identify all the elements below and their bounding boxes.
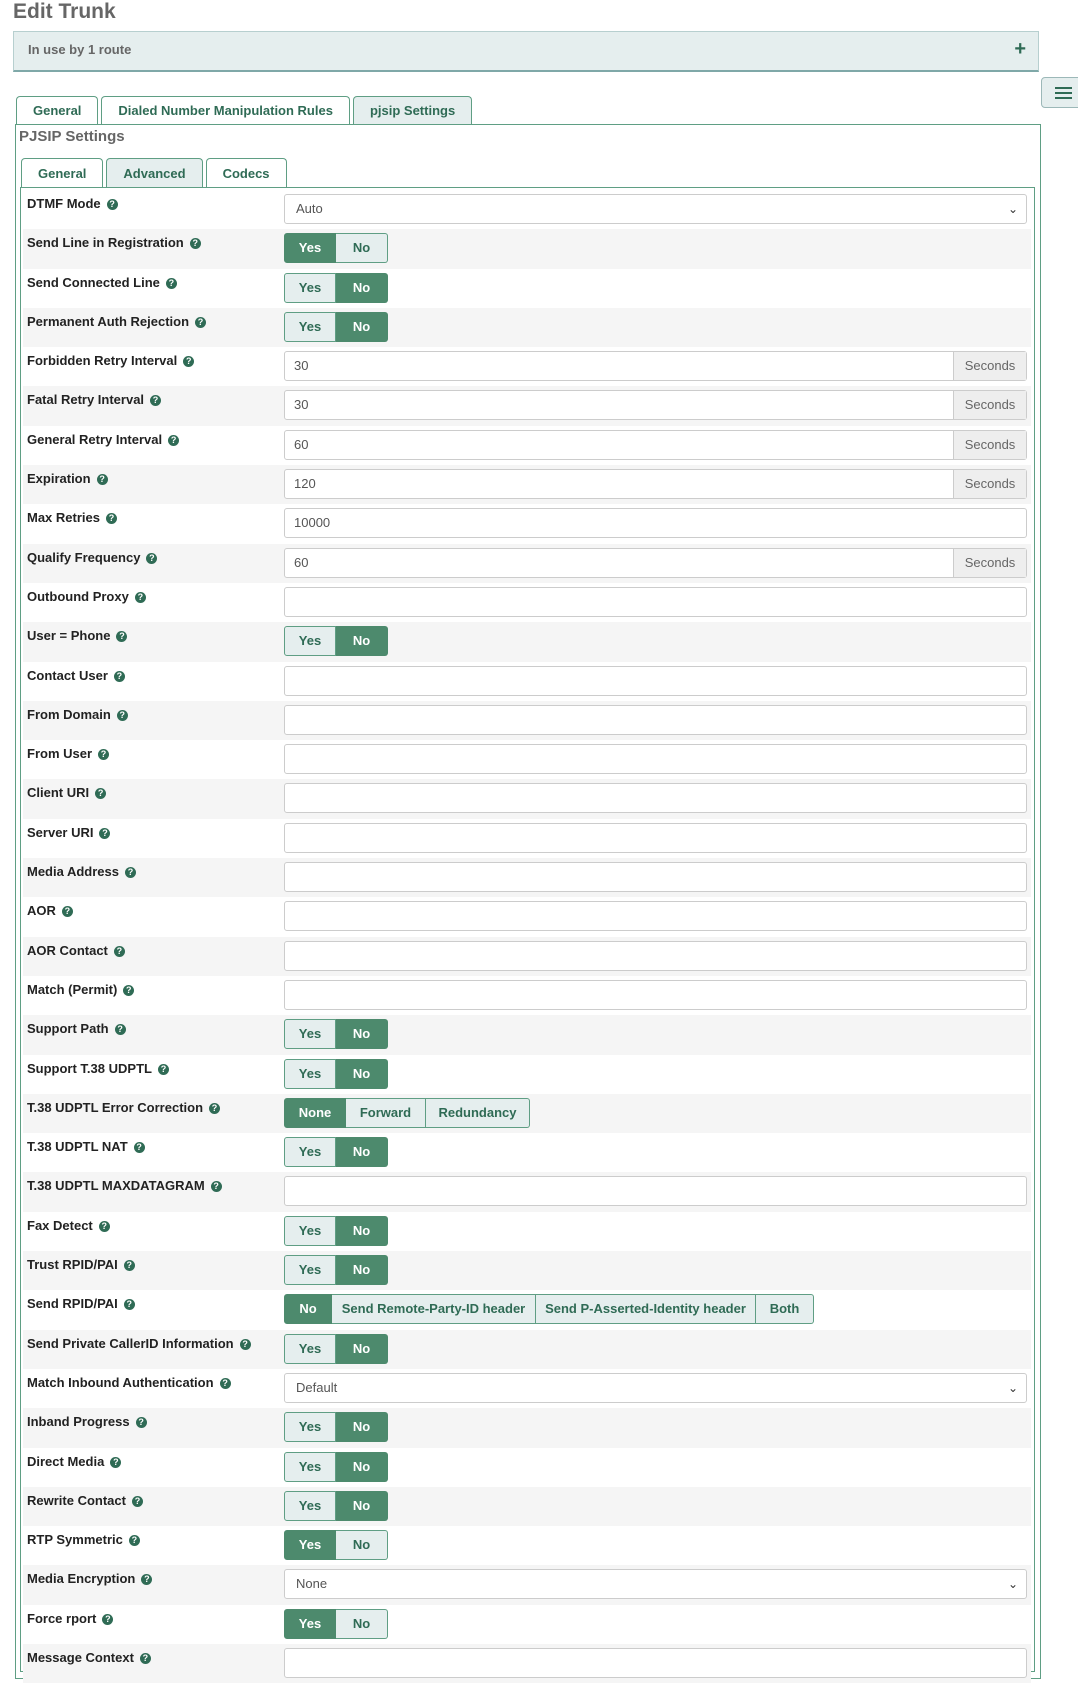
field-label bbox=[27, 550, 157, 565]
subtab-advanced[interactable]: Advanced bbox=[106, 158, 202, 187]
support-path-toggle bbox=[284, 1019, 388, 1049]
match-permit-input[interactable] bbox=[284, 980, 1027, 1010]
field-label-text: From Domain bbox=[27, 706, 111, 722]
form-row-contact-user bbox=[23, 662, 1031, 701]
panel-title: PJSIP Settings bbox=[19, 128, 125, 145]
t-38-udptl-nat-option-no[interactable]: No bbox=[336, 1137, 388, 1167]
select-value: None bbox=[296, 1576, 328, 1592]
field-label-text: DTMF Mode bbox=[27, 196, 101, 211]
fax-detect-option-no[interactable]: No bbox=[336, 1216, 388, 1246]
help-icon[interactable]: ? bbox=[146, 553, 157, 564]
field-label bbox=[27, 785, 106, 800]
field-label-text: Media Address bbox=[27, 864, 119, 880]
permanent-auth-rejection-option-no[interactable]: No bbox=[336, 312, 388, 342]
t-38-udptl-error-correction-option-none[interactable]: None bbox=[284, 1098, 346, 1128]
field-label-text: Client URI bbox=[27, 785, 90, 801]
form-row-t-38-udptl-nat bbox=[23, 1133, 1031, 1172]
media-encryption-select[interactable] bbox=[284, 1569, 1027, 1599]
match-inbound-authentication-select[interactable] bbox=[284, 1373, 1027, 1403]
help-icon[interactable]: ? bbox=[129, 1535, 140, 1546]
help-icon[interactable]: ? bbox=[99, 828, 110, 839]
support-t-38-udptl-option-no[interactable]: No bbox=[336, 1059, 388, 1089]
forbidden-retry-interval-input[interactable]: 30 bbox=[294, 358, 309, 374]
form-row-server-uri bbox=[23, 819, 1031, 858]
field-label bbox=[27, 314, 206, 329]
trust-rpid-pai-option-no[interactable]: No bbox=[336, 1255, 388, 1285]
help-icon[interactable]: ? bbox=[62, 906, 73, 917]
general-retry-interval-input[interactable]: 60 bbox=[294, 436, 309, 452]
field-label-text: Send Private CallerID Information bbox=[27, 1335, 234, 1351]
help-icon[interactable]: ? bbox=[106, 513, 117, 524]
help-icon[interactable]: ? bbox=[190, 238, 201, 249]
unit-addon: Seconds bbox=[953, 431, 1026, 459]
list-icon bbox=[1055, 87, 1072, 101]
field-label bbox=[27, 510, 117, 525]
in-use-panel[interactable] bbox=[13, 31, 1039, 72]
form-row-t-38-udptl-maxdatagram bbox=[23, 1172, 1031, 1211]
form-row-send-connected-line bbox=[23, 269, 1031, 308]
rewrite-contact-option-yes[interactable]: Yes bbox=[284, 1491, 336, 1521]
max-retries-input[interactable]: 10000 bbox=[284, 508, 1027, 538]
field-label bbox=[27, 589, 146, 604]
user-phone-option-no[interactable]: No bbox=[336, 626, 388, 656]
help-icon[interactable]: ? bbox=[141, 1574, 152, 1585]
rtp-symmetric-option-no[interactable]: No bbox=[336, 1530, 388, 1560]
help-icon[interactable]: ? bbox=[132, 1496, 143, 1507]
field-label-text: Message Context bbox=[27, 1649, 134, 1665]
force-rport-toggle bbox=[284, 1609, 388, 1639]
trust-rpid-pai-option-yes[interactable]: Yes bbox=[284, 1255, 336, 1285]
help-icon[interactable]: ? bbox=[195, 317, 206, 328]
send-rpid-pai-option-send-p-asserted-identity-header[interactable]: Send P-Asserted-Identity header bbox=[536, 1294, 756, 1324]
qualify-frequency-input-group bbox=[284, 548, 1027, 578]
qualify-frequency-input[interactable]: 60 bbox=[294, 554, 309, 570]
help-icon[interactable]: ? bbox=[117, 710, 128, 721]
form-row-dtmf-mode bbox=[23, 190, 1031, 229]
field-label-text: Fatal Retry Interval bbox=[27, 392, 145, 408]
field-label-text: Contact User bbox=[27, 667, 108, 683]
form-row-force-rport bbox=[23, 1605, 1031, 1644]
send-private-callerid-information-option-no[interactable]: No bbox=[336, 1334, 388, 1364]
user-phone-toggle bbox=[284, 626, 388, 656]
page-title: Edit Trunk bbox=[13, 0, 116, 23]
field-label bbox=[27, 825, 110, 840]
field-label bbox=[27, 1532, 140, 1547]
outbound-proxy-input[interactable] bbox=[284, 587, 1027, 617]
field-label-text: Permanent Auth Rejection bbox=[27, 313, 190, 329]
help-icon[interactable]: ? bbox=[135, 592, 146, 603]
field-label-text: T.38 UDPTL NAT bbox=[27, 1139, 128, 1155]
support-t-38-udptl-toggle bbox=[284, 1059, 388, 1089]
unit-addon: Seconds bbox=[953, 549, 1026, 577]
form-row-match-permit bbox=[23, 976, 1031, 1015]
unit-addon: Seconds bbox=[953, 352, 1026, 380]
rtp-symmetric-toggle bbox=[284, 1530, 388, 1560]
field-label-text: Forbidden Retry Interval bbox=[27, 353, 178, 369]
help-icon[interactable]: ? bbox=[209, 1103, 220, 1114]
select-value: Default bbox=[296, 1379, 338, 1395]
field-label bbox=[27, 471, 108, 486]
t-38-udptl-error-correction-option-forward[interactable]: Forward bbox=[346, 1098, 426, 1128]
media-address-input[interactable] bbox=[284, 862, 1027, 892]
help-icon[interactable]: ? bbox=[168, 435, 179, 446]
form-row-from-domain bbox=[23, 701, 1031, 740]
form-row-direct-media bbox=[23, 1448, 1031, 1487]
field-label bbox=[27, 668, 125, 683]
help-icon[interactable]: ? bbox=[134, 1142, 145, 1153]
form-row-message-context bbox=[23, 1644, 1031, 1683]
field-label-text: Fax Detect bbox=[27, 1217, 93, 1233]
field-label bbox=[27, 1257, 135, 1272]
field-label-text: Inband Progress bbox=[27, 1414, 130, 1430]
help-icon[interactable]: ? bbox=[123, 985, 134, 996]
form-row-t-38-udptl-error-correction bbox=[23, 1094, 1031, 1133]
help-icon[interactable]: ? bbox=[107, 199, 118, 210]
help-icon[interactable]: ? bbox=[220, 1378, 231, 1389]
t-38-udptl-nat-toggle bbox=[284, 1137, 388, 1167]
expand-plus-icon[interactable]: + bbox=[1014, 38, 1026, 60]
permanent-auth-rejection-option-yes[interactable]: Yes bbox=[284, 312, 336, 342]
help-icon[interactable]: ? bbox=[97, 474, 108, 485]
field-label bbox=[27, 864, 136, 879]
help-icon[interactable]: ? bbox=[115, 1024, 126, 1035]
form-row-match-inbound-authentication bbox=[23, 1369, 1031, 1408]
field-label-text: AOR Contact bbox=[27, 942, 108, 958]
field-label bbox=[27, 1100, 220, 1115]
field-label bbox=[27, 746, 109, 761]
send-line-in-registration-toggle bbox=[284, 233, 388, 263]
send-private-callerid-information-option-yes[interactable]: Yes bbox=[284, 1334, 336, 1364]
send-rpid-pai-option-send-remote-party-id-header[interactable]: Send Remote-Party-ID header bbox=[332, 1294, 536, 1324]
field-label-text: From User bbox=[27, 746, 93, 762]
form-row-from-user bbox=[23, 740, 1031, 779]
help-icon[interactable]: ? bbox=[98, 749, 109, 760]
unit-addon: Seconds bbox=[953, 391, 1026, 419]
help-icon[interactable]: ? bbox=[150, 395, 161, 406]
from-domain-input[interactable] bbox=[284, 705, 1027, 735]
field-label bbox=[27, 392, 161, 407]
field-label bbox=[27, 628, 127, 643]
field-label-text: Rewrite Contact bbox=[27, 1492, 126, 1508]
field-label-text: General Retry Interval bbox=[27, 431, 163, 447]
direct-media-option-no[interactable]: No bbox=[336, 1452, 388, 1482]
help-icon[interactable]: ? bbox=[166, 278, 177, 289]
field-label bbox=[27, 943, 125, 958]
field-label bbox=[27, 1061, 169, 1076]
permanent-auth-rejection-toggle bbox=[284, 312, 388, 342]
help-icon[interactable]: ? bbox=[114, 671, 125, 682]
field-label-text: Max Retries bbox=[27, 510, 100, 526]
field-label bbox=[27, 1178, 222, 1193]
help-icon[interactable]: ? bbox=[140, 1653, 151, 1664]
field-label bbox=[27, 1650, 151, 1665]
field-label-text: Send RPID/PAI bbox=[27, 1296, 118, 1312]
send-rpid-pai-toggle bbox=[284, 1294, 814, 1324]
field-label-text: Force rport bbox=[27, 1610, 97, 1626]
in-use-text: In use by 1 route bbox=[28, 42, 132, 57]
dtmf-mode-select[interactable] bbox=[284, 194, 1027, 224]
tab-pjsip-settings[interactable]: pjsip Settings bbox=[353, 96, 472, 124]
field-label-text: Match (Permit) bbox=[27, 981, 118, 997]
field-label bbox=[27, 1414, 147, 1429]
field-label bbox=[27, 196, 118, 211]
form-row-qualify-frequency bbox=[23, 544, 1031, 583]
form-row-fatal-retry-interval bbox=[23, 386, 1031, 425]
select-value: Auto bbox=[296, 201, 323, 216]
field-label-text: Direct Media bbox=[27, 1453, 105, 1469]
help-icon[interactable]: ? bbox=[110, 1457, 121, 1468]
aor-input[interactable] bbox=[284, 901, 1027, 931]
form-row-send-private-callerid-information bbox=[23, 1330, 1031, 1369]
field-label bbox=[27, 903, 73, 918]
form-row-rtp-symmetric bbox=[23, 1526, 1031, 1565]
user-phone-option-yes[interactable]: Yes bbox=[284, 626, 336, 656]
forbidden-retry-interval-input-group bbox=[284, 351, 1027, 381]
client-uri-input[interactable] bbox=[284, 783, 1027, 813]
field-label bbox=[27, 1611, 113, 1626]
form-row-max-retries bbox=[23, 504, 1031, 543]
contact-user-input[interactable] bbox=[284, 666, 1027, 696]
outer-tabs bbox=[16, 96, 475, 124]
field-label bbox=[27, 432, 179, 447]
form-row-support-t-38-udptl bbox=[23, 1055, 1031, 1094]
help-icon[interactable]: ? bbox=[158, 1064, 169, 1075]
tab-dialed-number-manipulation-rules[interactable]: Dialed Number Manipulation Rules bbox=[101, 96, 350, 124]
form-row-permanent-auth-rejection bbox=[23, 308, 1031, 347]
help-icon[interactable]: ? bbox=[99, 1221, 110, 1232]
form-row-media-address bbox=[23, 858, 1031, 897]
send-connected-line-toggle bbox=[284, 273, 388, 303]
trust-rpid-pai-toggle bbox=[284, 1255, 388, 1285]
inband-progress-option-yes[interactable]: Yes bbox=[284, 1412, 336, 1442]
unit-addon: Seconds bbox=[953, 470, 1026, 498]
help-icon[interactable]: ? bbox=[125, 867, 136, 878]
help-icon[interactable]: ? bbox=[183, 356, 194, 367]
field-label-text: Send Connected Line bbox=[27, 274, 160, 290]
send-connected-line-option-yes[interactable]: Yes bbox=[284, 273, 336, 303]
form-row-forbidden-retry-interval bbox=[23, 347, 1031, 386]
field-label bbox=[27, 1296, 135, 1311]
field-label bbox=[27, 1139, 145, 1154]
form-row-rewrite-contact bbox=[23, 1487, 1031, 1526]
field-label-text: Trust RPID/PAI bbox=[27, 1257, 118, 1273]
field-label-text: Outbound Proxy bbox=[27, 588, 129, 604]
inband-progress-toggle bbox=[284, 1412, 388, 1442]
help-icon[interactable]: ? bbox=[240, 1339, 251, 1350]
form-row-inband-progress bbox=[23, 1408, 1031, 1447]
message-context-input[interactable] bbox=[284, 1648, 1027, 1678]
send-connected-line-option-no[interactable]: No bbox=[336, 273, 388, 303]
help-icon[interactable]: ? bbox=[124, 1260, 135, 1271]
field-label-text: User = Phone bbox=[27, 628, 111, 644]
fatal-retry-interval-input-group bbox=[284, 390, 1027, 420]
field-label-text: T.38 UDPTL MAXDATAGRAM bbox=[27, 1178, 205, 1194]
form-row-trust-rpid-pai bbox=[23, 1251, 1031, 1290]
tab-general[interactable]: General bbox=[16, 96, 98, 124]
field-label bbox=[27, 353, 194, 368]
t-38-udptl-error-correction-option-redundancy[interactable]: Redundancy bbox=[426, 1098, 530, 1128]
subtab-codecs[interactable]: Codecs bbox=[206, 158, 287, 187]
from-user-input[interactable] bbox=[284, 744, 1027, 774]
field-label bbox=[27, 1336, 251, 1351]
field-label-text: Match Inbound Authentication bbox=[27, 1374, 214, 1390]
help-icon[interactable]: ? bbox=[114, 946, 125, 957]
chevron-down-icon: ⌄ bbox=[1007, 202, 1018, 216]
field-label bbox=[27, 1375, 231, 1390]
field-label bbox=[27, 1493, 143, 1508]
inband-progress-option-no[interactable]: No bbox=[336, 1412, 388, 1442]
direct-media-option-yes[interactable]: Yes bbox=[284, 1452, 336, 1482]
form-row-fax-detect bbox=[23, 1212, 1031, 1251]
field-label bbox=[27, 1218, 110, 1233]
field-label bbox=[27, 1571, 152, 1586]
help-icon[interactable]: ? bbox=[95, 788, 106, 799]
t-38-udptl-nat-option-yes[interactable]: Yes bbox=[284, 1137, 336, 1167]
field-label-text: Support T.38 UDPTL bbox=[27, 1060, 152, 1076]
field-label bbox=[27, 235, 201, 250]
form-row-general-retry-interval bbox=[23, 426, 1031, 465]
send-rpid-pai-option-both[interactable]: Both bbox=[756, 1294, 814, 1324]
expiration-input-group bbox=[284, 469, 1027, 499]
rtp-symmetric-option-yes[interactable]: Yes bbox=[284, 1530, 336, 1560]
inner-tabs bbox=[21, 158, 290, 187]
form-row-send-rpid-pai bbox=[23, 1290, 1031, 1329]
form-row-support-path bbox=[23, 1015, 1031, 1054]
support-path-option-yes[interactable]: Yes bbox=[284, 1019, 336, 1049]
field-label-text: T.38 UDPTL Error Correction bbox=[27, 1099, 204, 1115]
general-retry-interval-input-group bbox=[284, 430, 1027, 460]
help-icon[interactable]: ? bbox=[124, 1299, 135, 1310]
help-icon[interactable]: ? bbox=[116, 631, 127, 642]
field-label-text: RTP Symmetric bbox=[27, 1532, 123, 1548]
force-rport-option-no[interactable]: No bbox=[336, 1609, 388, 1639]
form-row-expiration bbox=[23, 465, 1031, 504]
field-label bbox=[27, 275, 177, 290]
settings-form bbox=[23, 190, 1031, 1683]
fatal-retry-interval-input[interactable]: 30 bbox=[294, 397, 309, 413]
t-38-udptl-error-correction-toggle bbox=[284, 1098, 530, 1128]
field-label-text: AOR bbox=[27, 903, 56, 919]
form-row-send-line-in-registration bbox=[23, 229, 1031, 268]
help-icon[interactable]: ? bbox=[136, 1417, 147, 1428]
send-line-in-registration-option-yes[interactable]: Yes bbox=[284, 233, 336, 263]
subtab-general[interactable]: General bbox=[21, 158, 103, 187]
send-line-in-registration-option-no[interactable]: No bbox=[336, 233, 388, 263]
rewrite-contact-option-no[interactable]: No bbox=[336, 1491, 388, 1521]
fax-detect-toggle bbox=[284, 1216, 388, 1246]
field-label-text: Server URI bbox=[27, 824, 94, 840]
side-menu-button[interactable] bbox=[1041, 77, 1078, 108]
field-label-text: Send Line in Registration bbox=[27, 235, 184, 251]
send-rpid-pai-option-no[interactable]: No bbox=[284, 1294, 332, 1324]
direct-media-toggle bbox=[284, 1452, 388, 1482]
field-label-text: Media Encryption bbox=[27, 1571, 136, 1587]
chevron-down-icon: ⌄ bbox=[1007, 1577, 1018, 1592]
force-rport-option-yes[interactable]: Yes bbox=[284, 1609, 336, 1639]
support-t-38-udptl-option-yes[interactable]: Yes bbox=[284, 1059, 336, 1089]
help-icon[interactable]: ? bbox=[102, 1614, 113, 1625]
rewrite-contact-toggle bbox=[284, 1491, 388, 1521]
fax-detect-option-yes[interactable]: Yes bbox=[284, 1216, 336, 1246]
send-private-callerid-information-toggle bbox=[284, 1334, 388, 1364]
field-label-text: Qualify Frequency bbox=[27, 549, 141, 565]
form-row-aor bbox=[23, 897, 1031, 936]
support-path-option-no[interactable]: No bbox=[336, 1019, 388, 1049]
chevron-down-icon: ⌄ bbox=[1007, 1380, 1018, 1395]
form-row-aor-contact bbox=[23, 937, 1031, 976]
form-row-user-phone bbox=[23, 622, 1031, 661]
field-label bbox=[27, 982, 134, 997]
field-label bbox=[27, 1021, 126, 1036]
field-label bbox=[27, 707, 128, 722]
server-uri-input[interactable] bbox=[284, 823, 1027, 853]
expiration-input[interactable]: 120 bbox=[294, 476, 316, 492]
form-row-media-encryption bbox=[23, 1565, 1031, 1604]
field-label bbox=[27, 1454, 121, 1469]
aor-contact-input[interactable] bbox=[284, 941, 1027, 971]
field-label-text: Expiration bbox=[27, 471, 91, 487]
form-row-outbound-proxy bbox=[23, 583, 1031, 622]
help-icon[interactable]: ? bbox=[211, 1181, 222, 1192]
field-label-text: Support Path bbox=[27, 1021, 109, 1037]
form-row-client-uri bbox=[23, 779, 1031, 818]
t-38-udptl-maxdatagram-input[interactable] bbox=[284, 1176, 1027, 1206]
